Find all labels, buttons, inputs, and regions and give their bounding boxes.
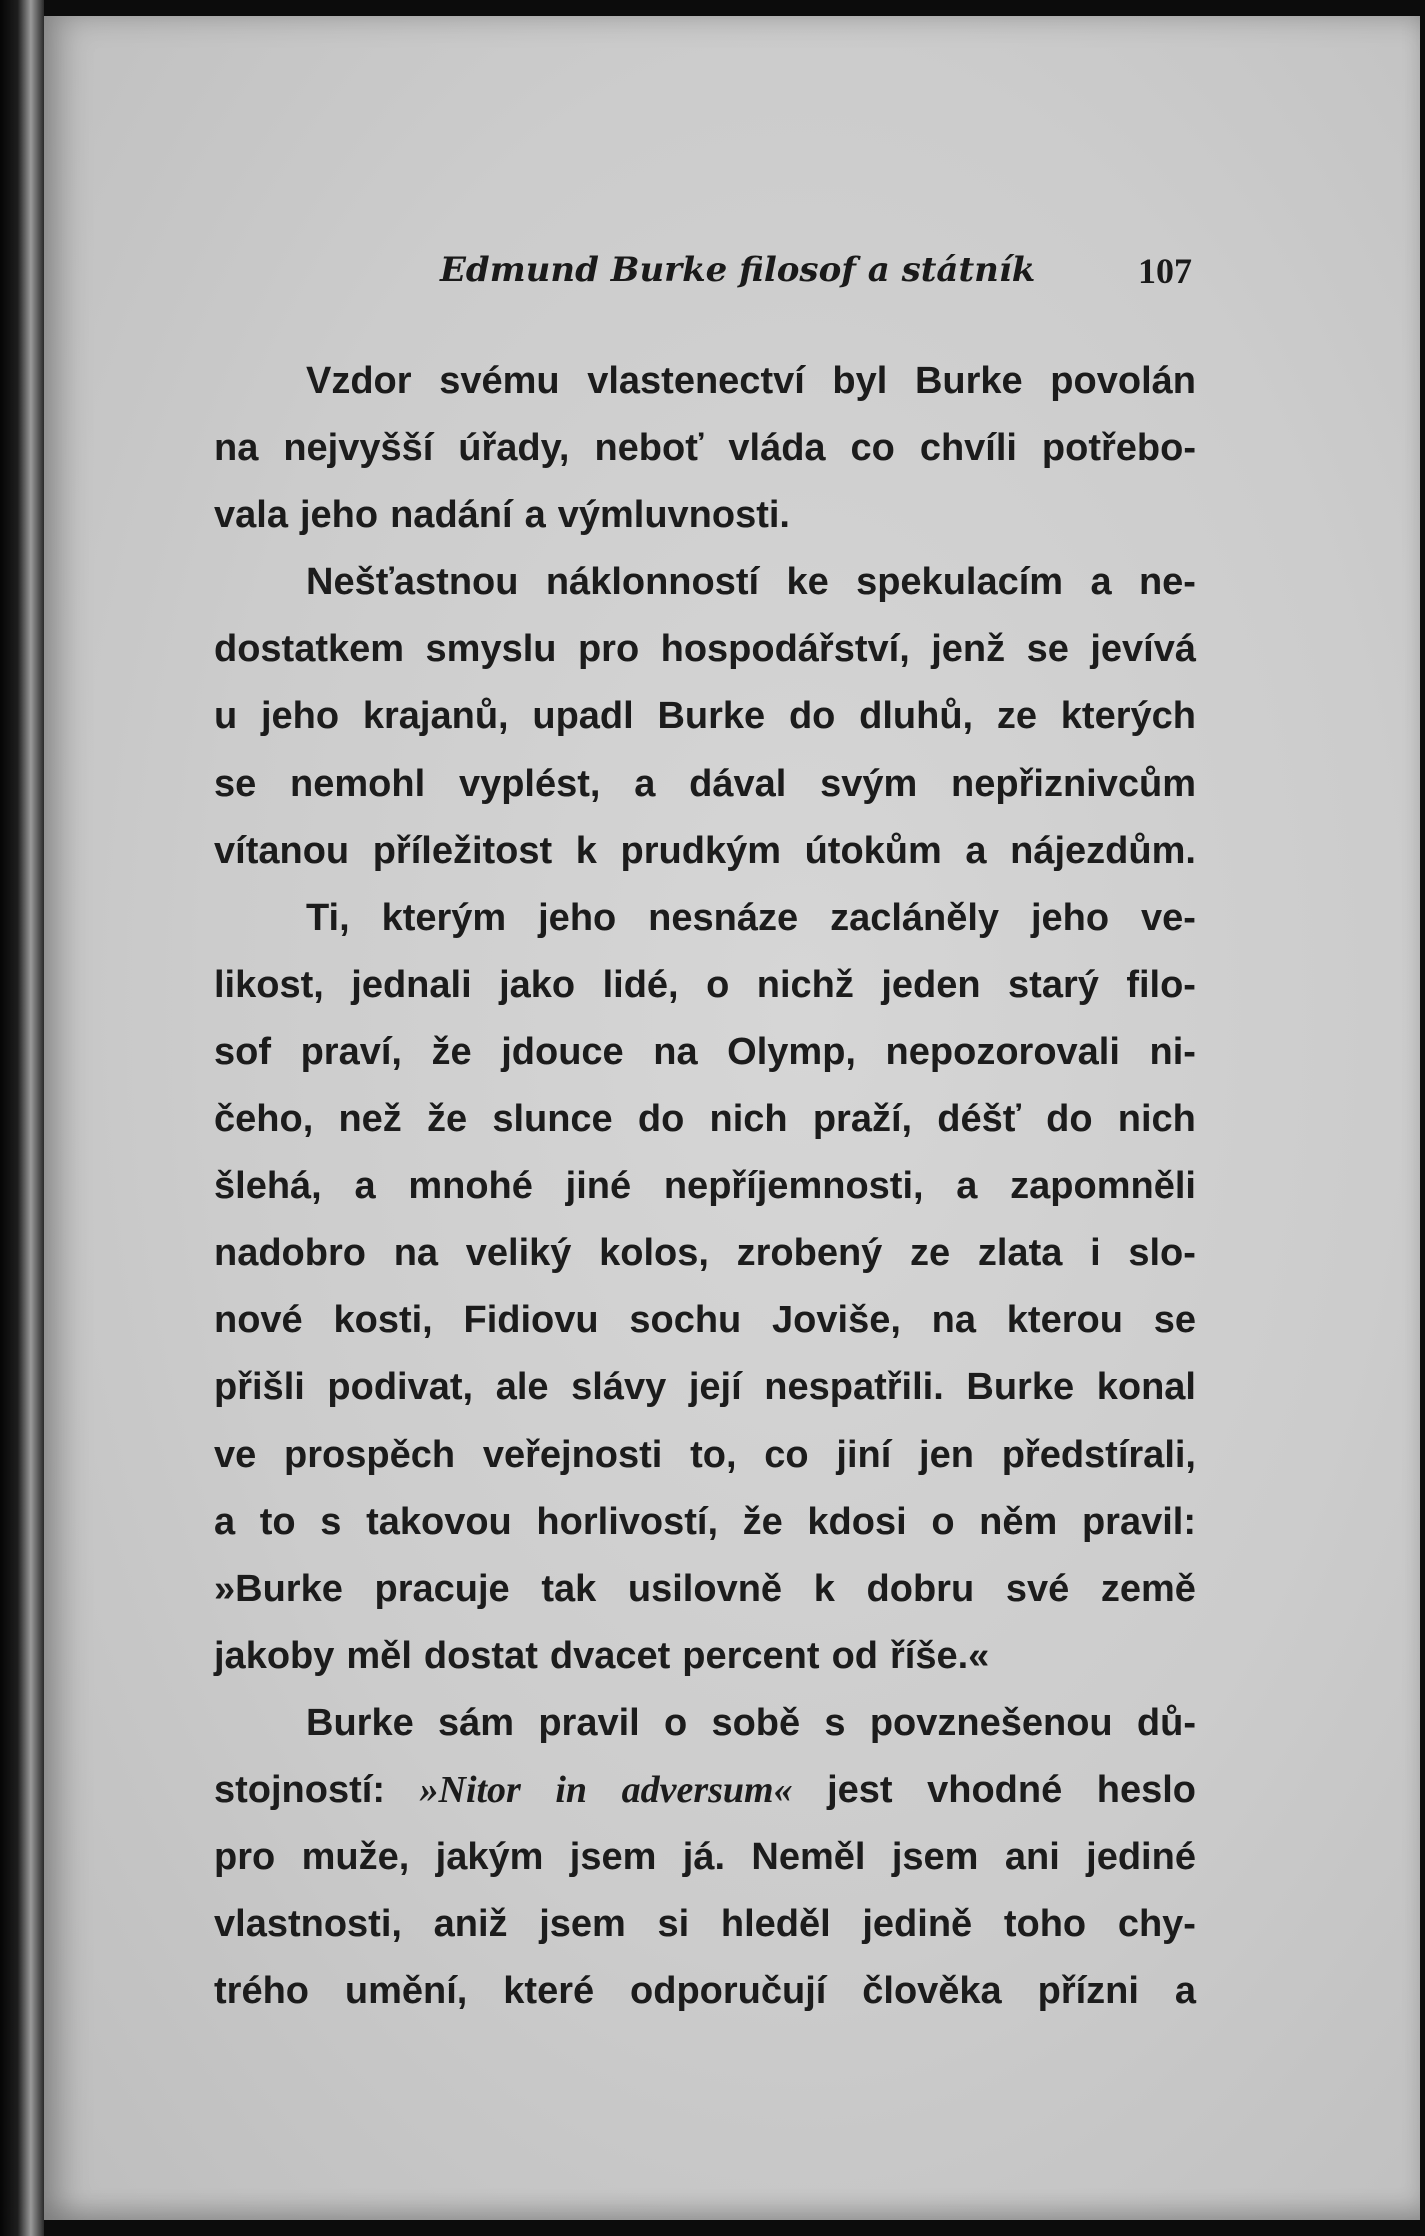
text-line: nadobro na veliký kolos, zrobený ze zlata i slo-: [214, 1232, 1196, 1275]
page-number: 107: [1138, 251, 1192, 291]
text-line: Burke sám pravil o sobě s povznešenou dů-: [306, 1701, 1196, 1744]
body-text: [214, 348, 1196, 2025]
text-line: Ti, kterým jeho nesnáze zacláněly jeho ve-: [306, 896, 1196, 939]
book-gutter-shadow: [0, 0, 44, 2236]
text-line: vítanou příležitost k prudkým útokům a nájezdům.: [214, 829, 1196, 872]
text-line: vala jeho nadání a výmluvnosti.: [214, 494, 790, 537]
text-line: u jeho krajanů, upadl Burke do dluhů, ze kterých: [214, 695, 1196, 738]
text-line: přišli podivat, ale slávy její nespatřili. Burke konal: [214, 1366, 1196, 1409]
text-line: nové kosti, Fidiovu sochu Joviše, na kterou se: [214, 1299, 1196, 1342]
text-line: Nešťastnou náklonností ke spekulacím a ne-: [306, 561, 1196, 604]
text-line: jakoby měl dostat dvacet percent od říše.«: [214, 1634, 990, 1677]
text-line: a to s takovou horlivostí, že kdosi o něm pravil:: [214, 1500, 1196, 1543]
text-line: vlastnosti, aniž jsem si hleděl jedině toho chy-: [214, 1903, 1196, 1946]
text-line: Vzdor svému vlastenectví byl Burke povolán: [306, 360, 1196, 402]
text-line: čeho, než že slunce do nich praží, déšť do nich: [214, 1098, 1196, 1141]
text-line: sof praví, že jdouce na Olymp, nepozorovali ni-: [214, 1030, 1196, 1073]
text-line: ve prospěch veřejnosti to, co jiní jen předstírali,: [214, 1433, 1196, 1476]
text-line: likost, jednali jako lidé, o nichž jeden starý filo-: [214, 963, 1196, 1006]
page-header: [0, 250, 1425, 300]
text-line: na nejvyšší úřady, neboť vláda co chvíli potřebo-: [214, 427, 1196, 470]
text-line: trého umění, které odporučují člověka přízni a: [214, 1970, 1196, 2013]
running-title: Edmund Burke filosof a státník: [440, 250, 1036, 290]
text-line: »Burke pracuje tak usilovně k dobru své země: [214, 1567, 1196, 1610]
text-line: se nemohl vyplést, a dával svým nepřiznivcům: [214, 762, 1196, 805]
text-line: stojností: »Nitor in adversum« jest vhodné heslo: [214, 1768, 1196, 1811]
text-line: pro muže, jakým jsem já. Neměl jsem ani jediné: [214, 1836, 1196, 1879]
text-line: šlehá, a mnohé jiné nepříjemnosti, a zapomněli: [214, 1165, 1196, 1208]
text-line: dostatkem smyslu pro hospodářství, jenž se jevívá: [214, 628, 1196, 671]
